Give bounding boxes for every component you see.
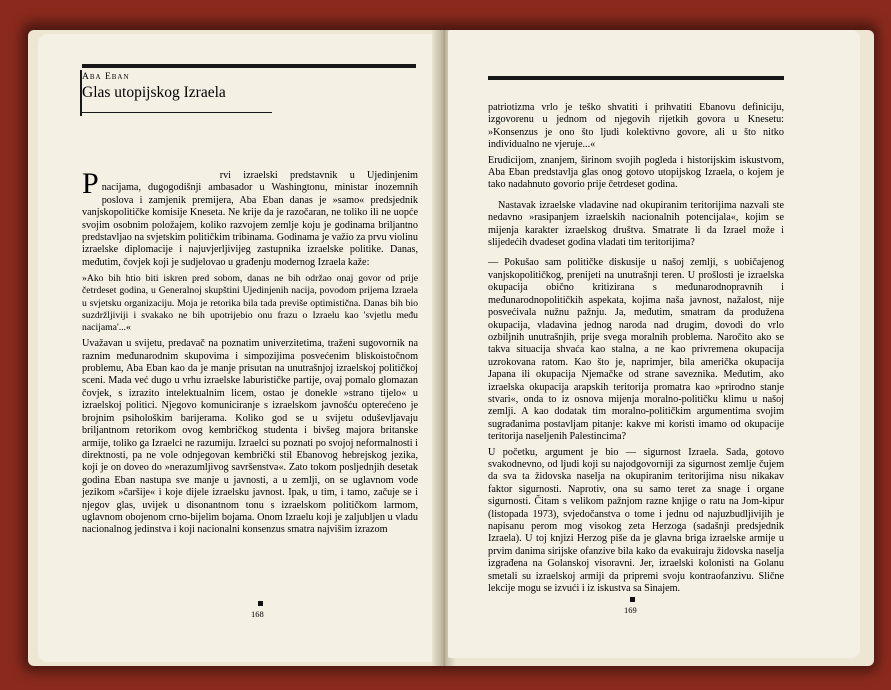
intro-text: rvi izraelski predstavnik u Ujedinjenim nacijama, dugogodišnji ambasador u Washingtonu, ministar inozemnih poslova i zamjenik premijera, Aba Eban danas je »samo« predsjednik vanjskopolitičke komisije Kneseta. Ne krije da je razočaran, ne toliko ili ne uopće svojim osobnim položajem, koliko razvojem zemlje koju je godinama briljantno predstavljao na svjetskim političkim tribinama. Godinama je važio za prvu violinu izraelske diplomacije i najuvjerljivijeg zastupnika izraelske politike. Danas, međutim, čovjek koji je sudjelovao u građenju modernog Izraela kaže: (82, 170, 418, 268)
intro-paragraph (82, 167, 418, 269)
right-page-marker (630, 597, 635, 602)
left-header (82, 72, 382, 102)
answer-paragraph-2: U početku, argument je bio — sigurnost Izraela. Sada, gotovo svakodnevno, od ljudi koji su najodgovorniji za sigurnost zemlje čujem da sva ta židovska naselja na okupiranim teritorijima nisu nikakav faktor sigurnosti. Naprotiv, ona su samo teret za snage i organe sigurnosti. Čitam s velikom pažnjom razne knjige o ratu na Jom-kipur (listopada 1973), svjedočanstva o tome i jednu od najuzbudljivijih je napisanu perom mog visokog zeta Herzoga (sadašnji predsjednik Izraela). U toj knjizi Herzog piše da je glavna briga izraelske armije u prvim danima sirijske ofanzive bila kako da evakuiraju židovska naselja izgrađena na Golanskoj visoravni. Jer, izraelski kolonisti na Golanu smetali su izraelskoj armiji da pripremi svoju kontraofanzivu. Slične lekcije mogu se izvući i iz iskustva sa Sinajem. (488, 446, 784, 595)
left-page-number: 168 (251, 609, 264, 619)
right-para-2: Erudicijom, znanjem, širinom svojih pogleda i historijskim iskustvom, Aba Eban predstavlja glas onog gotovo utopijskog Izraela, o kojem je tako nadahnuto govorio prije četrdeset godina. (488, 154, 784, 191)
drop-cap: P (82, 167, 99, 200)
chapter-title: Glas utopijskog Izraela (82, 84, 226, 101)
running-head: Aba Eban (82, 72, 130, 82)
left-body-paragraph: Uvažavan u svijetu, predavač na poznatim univerzitetima, traženi sugovornik na raznim međunarodnim skupovima i simpozijima posvećenim bliskoistočnom problemu, Aba Eban kao da je manje prisutan na unutrašnjoj izraelskoj političkoj sceni. Mada već dugo u vrhu izraelske laburističke partije, ovaj pomalo glomazan čovjek, s izrazito intelektualnim licem, ostao je donekle »strano tijelo« u izraelskoj politici. Njegovo komuniciranje s izraelskom javnošću opterećeno je brojnim psihološkim barijerama. Koliko god se u svijetu oduševljavaju briljantnom retorikom ovog kembričkog studenta i bivšeg majora britanske armije, toliko ga Izraelci ne razumiju. Izraelci su poznati po svojoj neformalnosti i direktnosti, pa ne vole odnjegovan kembrički stil Ebanovog hebrejskog jezika, koji je on doveo do »nerazumljivog savršenstva«. Zato tokom posljednjih desetak godina Eban nastupa sve manje u javnosti, a u zemlji, on se uglavnom vode jezikom »čaršije« i koje dijele izraelsku javnost. Ipak, u tim, i tamo, začuje se i njegov glas, uvijek u disonantnom tonu s izraelskom političkom larmom, uglavnom obojenom crno-bijelim bojama. Onom Izraelu koji je zaljubljen u vladu nacionalnog jedinstva i koji nacionalni konsenzus smatra najvišim izrazom (82, 338, 418, 536)
left-page-marker (258, 601, 263, 606)
left-header-rule (82, 64, 416, 68)
left-page-text (82, 167, 418, 537)
right-page-number: 169 (624, 605, 637, 615)
title-underline (82, 112, 272, 113)
interview-question: Nastavak izraelske vladavine nad okupiranim teritorijima nazvali ste nedavno »rasipanjem izraelskih nacionalnih potencijala«, kojim se mijenja karakter izraelskog društva. Smatrate li da Izrael može i slijedećih dvadeset godina vladati tim teritorijima? (488, 199, 784, 249)
right-page-text (488, 102, 784, 595)
answer-paragraph-1: — Pokušao sam političke diskusije u našoj zemlji, s uobičajenog vanjskopolitičkog, prenijeti na unutrašnji teren. U prošlosti je izraelska okupacija obično kritizirana s međunarodnopravnih i međunarodnopolitičkih aspekata, kojima naša javnost, nažalost, nije posvećivala nužnu pažnju. Ja, međutim, smatram da produžena okupacija, vladavina jednog naroda nad drugim, dovodi do vrlo ozbiljnih unutrašnjih, prije svega moralnih problema. Naročito ako se takva situacija shvaća kao stalna, a ne kao privremena okupacija uzrokovana ratom. Kao što je, naprimjer, bila američka okupacija Japana ili okupacija Njemačke od strane saveznika. Međutim, ako izraelska okupacija arapskih teritorija promatra kao »prirodno stanje stvari«, onda to iz osnova mijenja moralno-političku klimu u našoj zemlji. A kao dodatak tim moralno-političkim argumentima svojim sugrađanima postavljam pitanje: kakve mi koristi imamo od okupacije teritorija naseljenih Palestincima? (488, 257, 784, 443)
right-header-rule (488, 76, 784, 80)
right-para-1: patriotizma vrlo je teško shvatiti i prihvatiti Ebanovu definiciju, izgovorenu u jednom od njegovih rijetkih govora u Knesetu: »Konsenzus je ono što ljudi kolektivno govore, ali u što nitko individualno ne vjeruje...« (488, 102, 784, 151)
eban-quote: »Ako bih htio biti iskren pred sobom, danas ne bih održao onaj govor od prije četrdeset godina, u Generalnoj skupštini Ujedinjenih nacija, povodom prijema Izraela u svjetsku organizaciju. Moja je retorika bila tada previše optimistična. Danas bih bio suzdržljiviji i svakako ne bih upotrijebio onu frazu o Izraelu kao 'svjetlu među nacijama'...« (82, 273, 418, 334)
